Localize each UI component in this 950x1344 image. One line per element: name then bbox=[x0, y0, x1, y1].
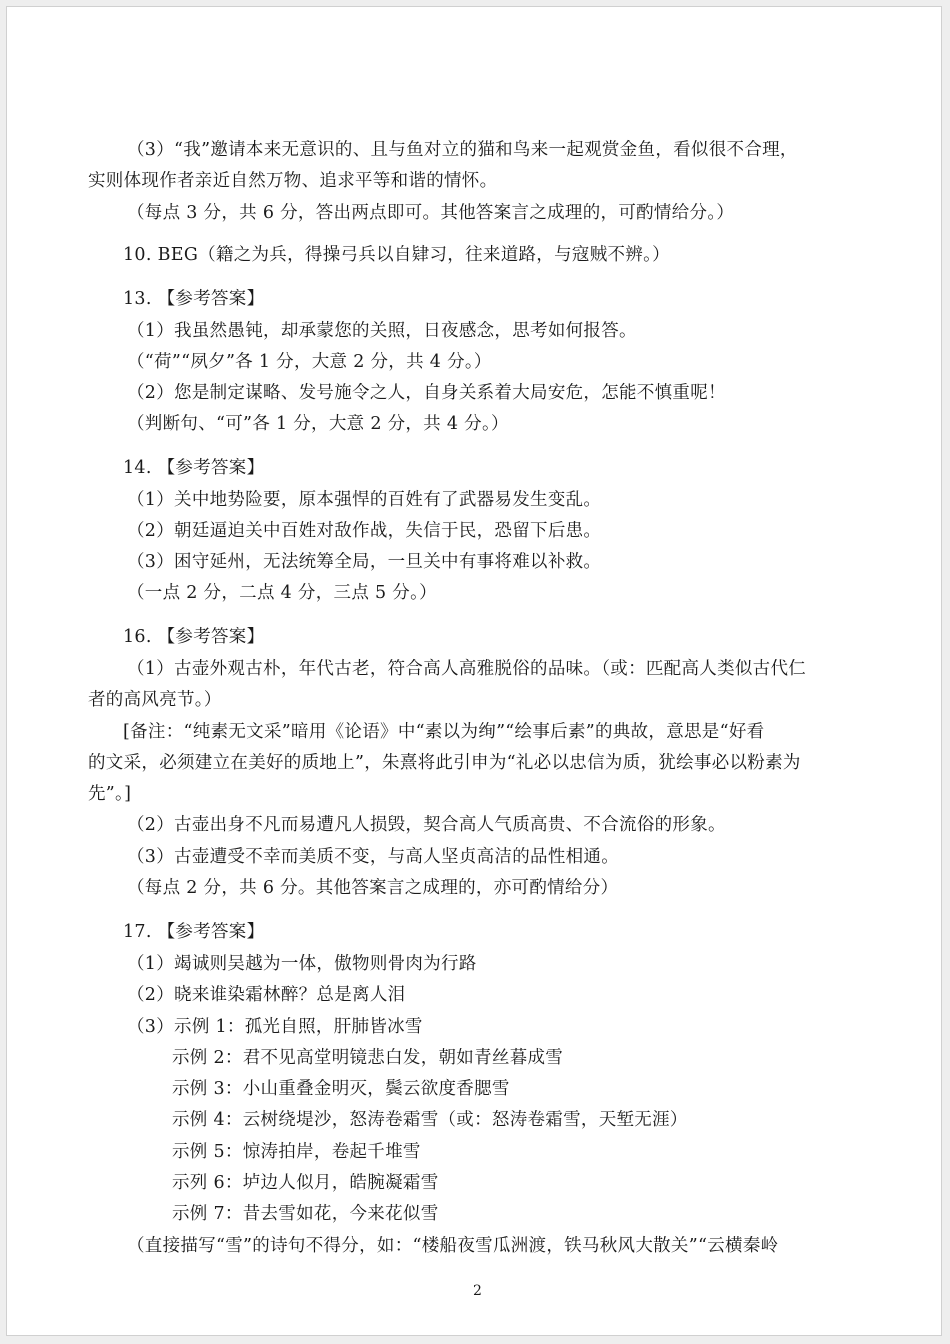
q9-item3-line1: （3）“我”邀请本来无意识的、且与鱼对立的猫和鸟来一起观赏金鱼，看似很不合理， bbox=[127, 140, 798, 160]
q16-item2: （2）古壶出身不凡而易遭凡人损毁，契合高人气质高贵、不合流俗的形象。 bbox=[127, 815, 726, 835]
q13-item1-scoring: （“荷”“夙夕”各 1 分，大意 2 分，共 4 分。） bbox=[127, 352, 492, 372]
q9-scoring: （每点 3 分，共 6 分，答出两点即可。其他答案言之成理的，可酌情给分。） bbox=[127, 203, 735, 223]
q16-note-line2: 的文采，必须建立在美好的质地上”，朱熹将此引申为“礼必以忠信为质，犹绘事必以粉素为 bbox=[88, 753, 801, 773]
q13-item2: （2）您是制定谋略、发号施令之人，自身关系着大局安危，怎能不慎重呢！ bbox=[127, 383, 726, 403]
q9-item3-line2: 实则体现作者亲近自然万物、追求平等和谐的情怀。 bbox=[88, 171, 498, 191]
q17-item2: （2）晓来谁染霜林醉？总是离人泪 bbox=[127, 985, 406, 1005]
q13-item1: （1）我虽然愚钝，却承蒙您的关照，日夜感念，思考如何报答。 bbox=[127, 321, 637, 341]
q17-example: 示例 2：君不见高堂明镜悲白发，朝如青丝暮成雪 bbox=[172, 1048, 564, 1068]
q17-heading: 17. 【参考答案】 bbox=[123, 922, 265, 942]
q14-scoring: （一点 2 分，二点 4 分，三点 5 分。） bbox=[127, 583, 437, 603]
q17-example: 示例 4：云树绕堤沙，怒涛卷霜雪（或：怒涛卷霜雪，天堑无涯） bbox=[172, 1110, 688, 1130]
q13-item2-scoring: （判断句、“可”各 1 分，大意 2 分，共 4 分。） bbox=[127, 414, 509, 434]
q17-example: 示例 5：惊涛拍岸，卷起千堆雪 bbox=[172, 1142, 421, 1162]
q13-heading: 13. 【参考答案】 bbox=[123, 289, 265, 309]
q16-item1-line2: 者的高风亮节。） bbox=[88, 690, 222, 710]
q14-item1: （1）关中地势险要，原本强悍的百姓有了武器易发生变乱。 bbox=[127, 490, 602, 510]
q10-answer: 10. BEG（籍之为兵，得操弓兵以自肄习，往来道路，与寇贼不辨。） bbox=[123, 245, 670, 265]
q16-note-line3: 先”。] bbox=[88, 784, 132, 804]
q16-heading: 16. 【参考答案】 bbox=[123, 627, 265, 647]
q17-item3-first: （3）示例 1：孤光自照，肝肺皆冰雪 bbox=[127, 1017, 423, 1037]
q17-example: 示例 7：昔去雪如花，今来花似雪 bbox=[172, 1204, 439, 1224]
q16-note-line1: [备注：“纯素无文采”暗用《论语》中“素以为绚”“绘事后素”的典故，意思是“好看 bbox=[123, 722, 765, 742]
page-number: 2 bbox=[473, 1283, 482, 1299]
q14-item3: （3）困守延州，无法统筹全局，一旦关中有事将难以补救。 bbox=[127, 552, 602, 572]
q17-example: 示列 6：垆边人似月，皓腕凝霜雪 bbox=[172, 1173, 439, 1193]
q17-note: （直接描写“雪”的诗句不得分，如：“楼船夜雪瓜洲渡，铁马秋风大散关”“云横秦岭 bbox=[127, 1236, 779, 1256]
q16-scoring: （每点 2 分，共 6 分。其他答案言之成理的，亦可酌情给分） bbox=[127, 878, 619, 898]
q17-item1: （1）竭诚则吴越为一体，傲物则骨肉为行路 bbox=[127, 954, 477, 974]
q16-item1-line1: （1）古壶外观古朴，年代古老，符合高人高雅脱俗的品味。（或：匹配高人类似古代仁 bbox=[127, 659, 807, 679]
q14-heading: 14. 【参考答案】 bbox=[123, 458, 265, 478]
q17-example: 示例 3：小山重叠金明灭，鬓云欲度香腮雪 bbox=[172, 1079, 510, 1099]
q14-item2: （2）朝廷逼迫关中百姓对敌作战，失信于民，恐留下后患。 bbox=[127, 521, 602, 541]
q16-item3: （3）古壶遭受不幸而美质不变，与高人坚贞高洁的品性相通。 bbox=[127, 847, 620, 867]
document-page bbox=[6, 6, 942, 1336]
